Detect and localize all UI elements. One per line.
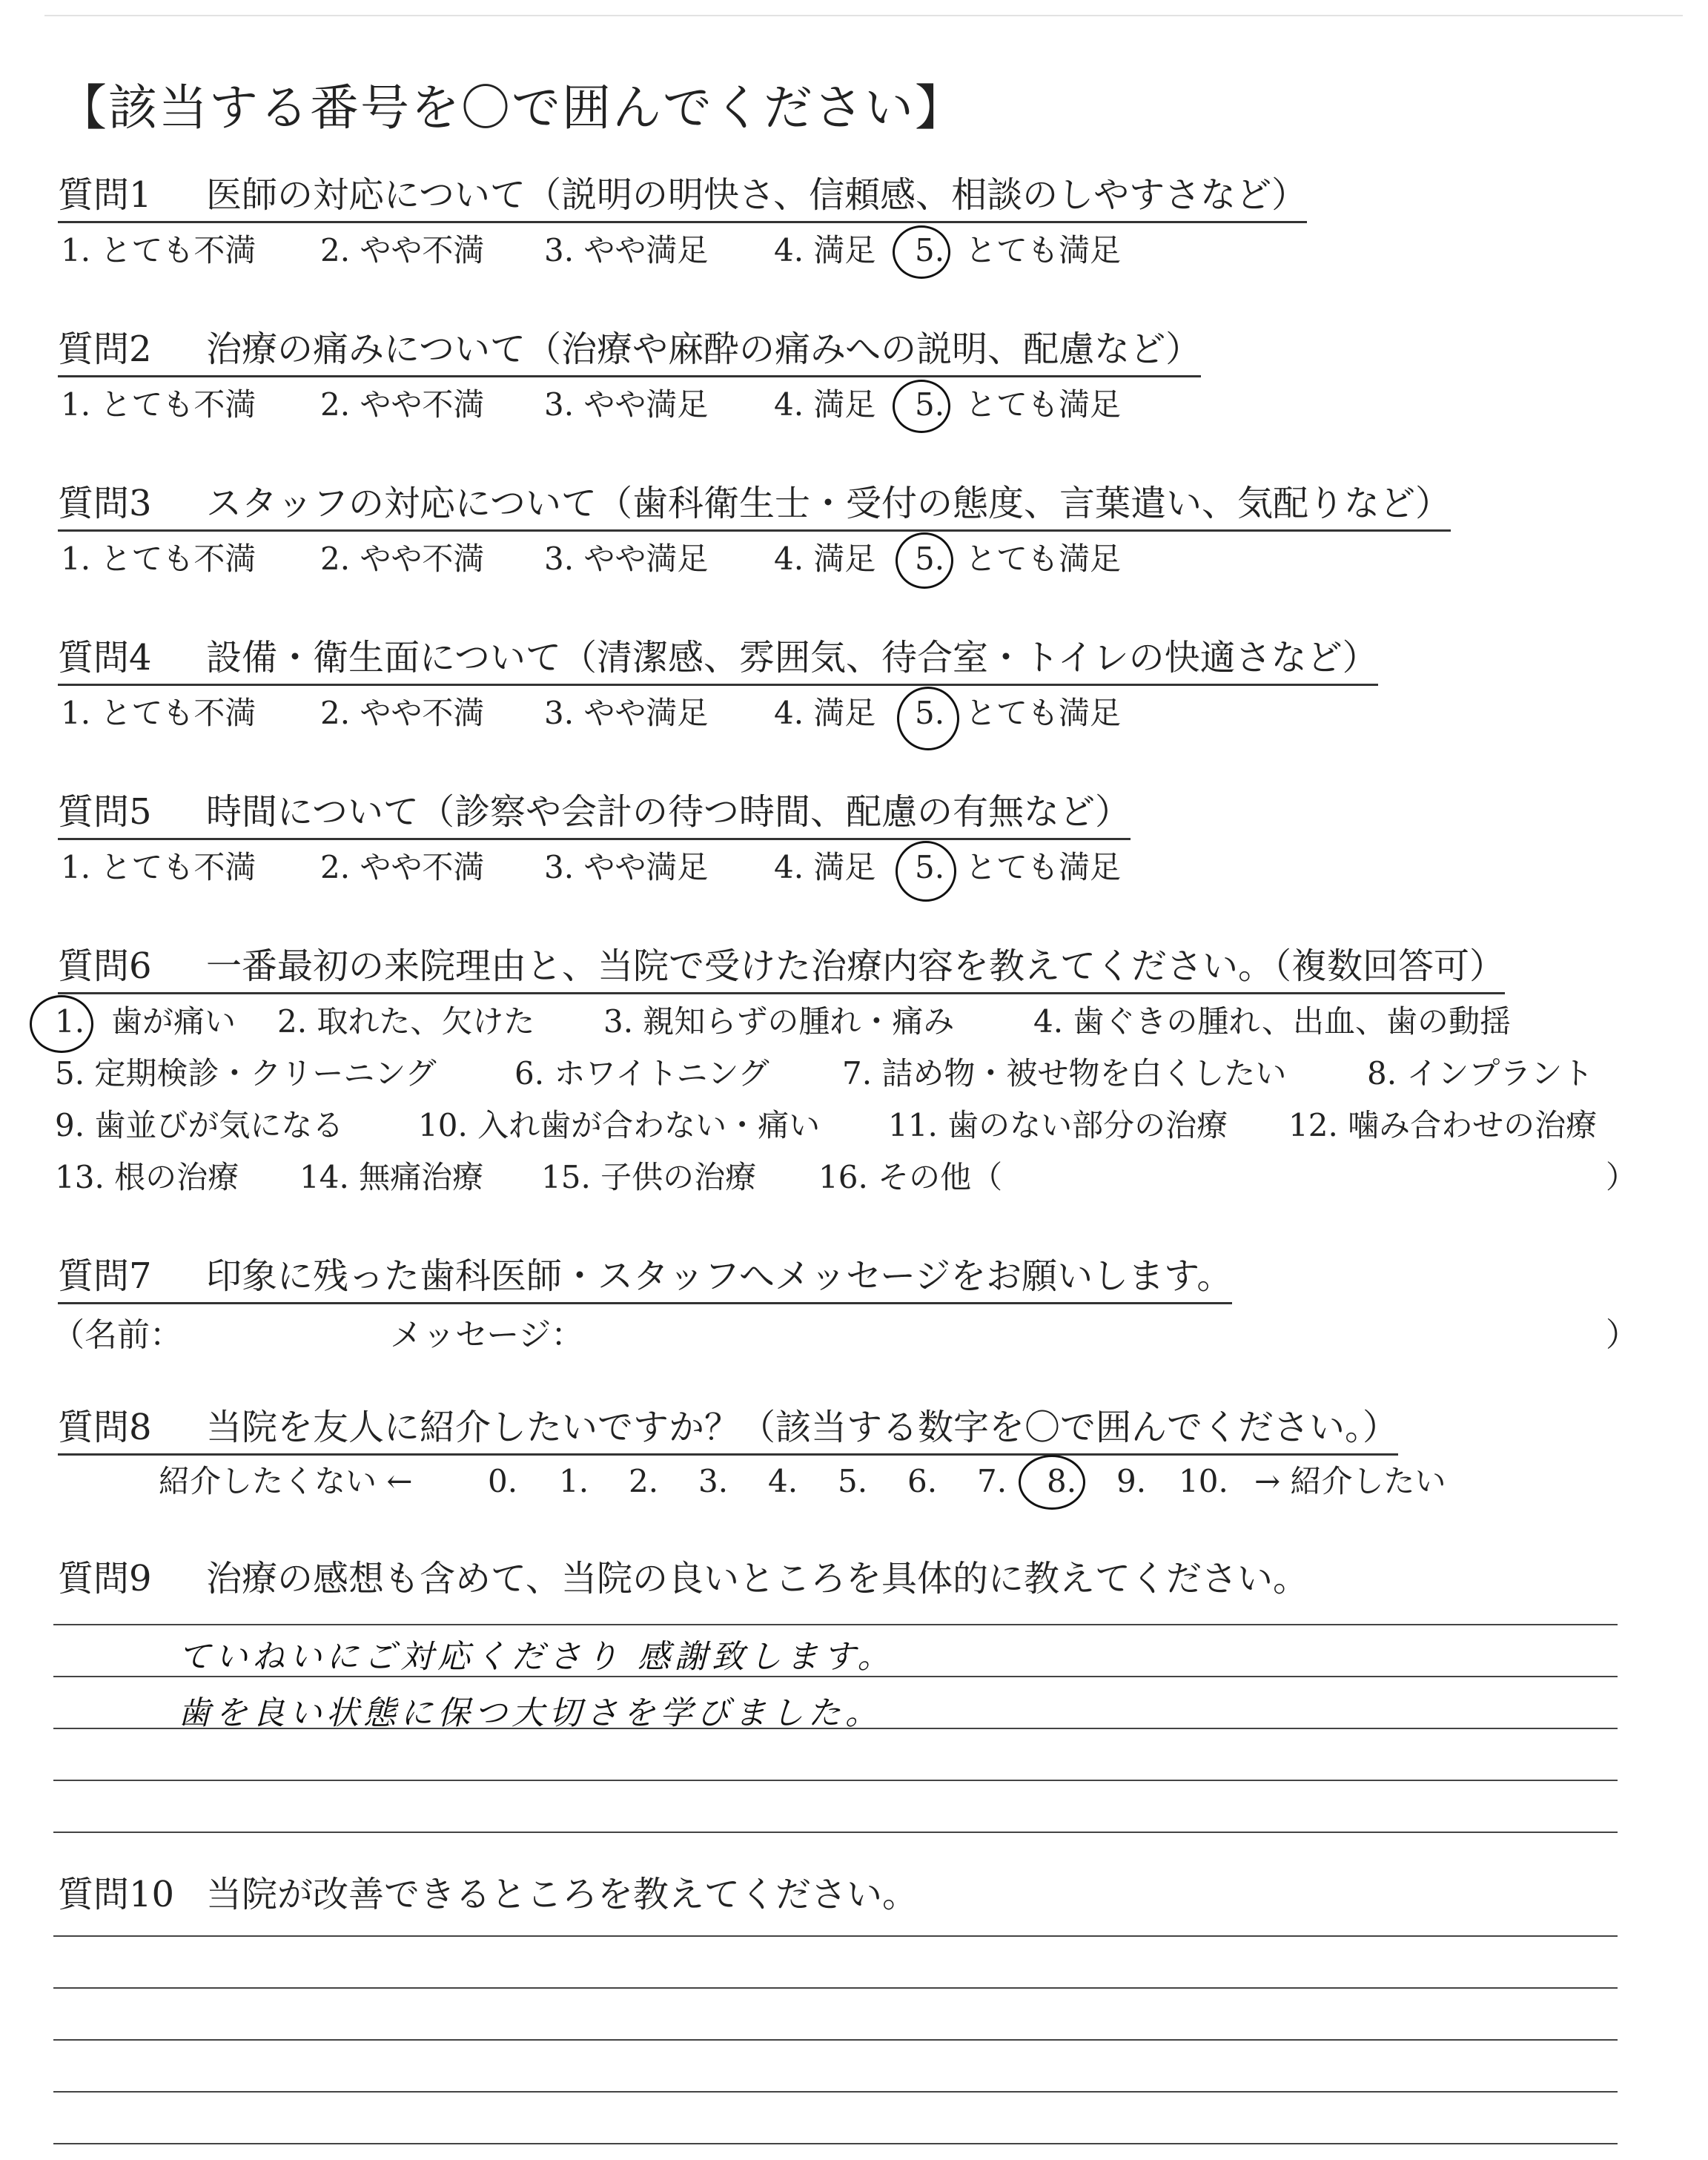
q8-option-5[interactable]: 5. bbox=[838, 1463, 868, 1499]
question-1-text: 医師の対応について（説明の明快さ、信頼感、相談のしやすさなど） bbox=[206, 174, 1308, 216]
q6-option-1[interactable]: 1. bbox=[55, 1003, 85, 1040]
question-3-number: 質問3 bbox=[58, 483, 152, 524]
q2-option-3[interactable]: 3. やや満足 bbox=[544, 386, 709, 423]
q1-option-2[interactable]: 2. やや不満 bbox=[320, 232, 485, 268]
q5-option-2[interactable]: 2. やや不満 bbox=[320, 849, 485, 885]
q5-option-4[interactable]: 4. 満足 bbox=[774, 849, 876, 885]
question-7-number: 質問7 bbox=[58, 1255, 152, 1297]
q2-option-5[interactable]: 5. bbox=[915, 386, 945, 423]
q6-option-7[interactable]: 7. 詰め物・被せ物を白くしたい bbox=[842, 1055, 1287, 1091]
q5-option-3[interactable]: 3. やや満足 bbox=[544, 849, 709, 885]
q8-option-7[interactable]: 7. bbox=[977, 1463, 1007, 1499]
q2-selected-circle bbox=[893, 380, 950, 433]
q4-option-5-label: とても満足 bbox=[965, 695, 1122, 731]
question-10-title bbox=[58, 1872, 918, 1920]
question-6-text: 一番最初の来院理由と、当院で受けた治療内容を教えてください。（複数回答可） bbox=[206, 945, 1506, 987]
top-border-line bbox=[44, 15, 1683, 16]
q9-handwritten-line-2: 歯を良い状態に保つ大切さを学びました。 bbox=[178, 1694, 882, 1732]
q1-option-1[interactable]: 1. とても不満 bbox=[61, 232, 256, 268]
q3-option-2[interactable]: 2. やや不満 bbox=[320, 541, 485, 577]
q6-option-11[interactable]: 11. 歯のない部分の治療 bbox=[888, 1107, 1228, 1143]
q6-option-16[interactable]: 16. その他（ bbox=[818, 1159, 1003, 1195]
q1-option-5[interactable]: 5. bbox=[915, 232, 945, 268]
q8-left-label: 紹介したくない ← bbox=[159, 1463, 413, 1499]
q8-right-label: → 紹介したい bbox=[1254, 1463, 1446, 1499]
question-8-text: 当院を友人に紹介したいですか？（該当する数字を〇で囲んでください。） bbox=[206, 1407, 1399, 1448]
q6-option-5[interactable]: 5. 定期検診・クリーニング bbox=[55, 1055, 437, 1091]
q3-selected-circle bbox=[896, 532, 953, 589]
q8-option-4[interactable]: 4. bbox=[768, 1463, 798, 1499]
q6-option-3[interactable]: 3. 親知らずの腫れ・痛み bbox=[603, 1003, 955, 1040]
q6-option-6[interactable]: 6. ホワイトニング bbox=[514, 1055, 769, 1091]
q6-selected-circle bbox=[30, 995, 93, 1053]
q1-option-4[interactable]: 4. 満足 bbox=[774, 232, 876, 268]
q4-option-3[interactable]: 3. やや満足 bbox=[544, 695, 709, 731]
q1-option-5-label: とても満足 bbox=[965, 232, 1122, 268]
q3-option-1[interactable]: 1. とても不満 bbox=[61, 541, 256, 577]
question-8-title bbox=[58, 1404, 1398, 1456]
q6-option-10[interactable]: 10. 入れ歯が合わない・痛い bbox=[418, 1107, 821, 1143]
q6-option-16-close: ） bbox=[1606, 1159, 1638, 1195]
q6-option-1-label: 歯が痛い bbox=[111, 1003, 236, 1040]
q2-option-2[interactable]: 2. やや不満 bbox=[320, 386, 485, 423]
q10-answer-line bbox=[53, 1987, 1618, 1989]
q5-option-5-label: とても満足 bbox=[965, 849, 1122, 885]
q3-option-5-label: とても満足 bbox=[965, 541, 1122, 577]
q6-option-14[interactable]: 14. 無痛治療 bbox=[299, 1159, 484, 1195]
q2-option-5-label: とても満足 bbox=[965, 386, 1122, 423]
question-10-number: 質問10 bbox=[58, 1874, 175, 1915]
question-5-text: 時間について（診察や会計の待つ時間、配慮の有無など） bbox=[206, 791, 1131, 833]
question-2-number: 質問2 bbox=[58, 328, 152, 370]
question-9-text: 治療の感想も含めて、当院の良いところを具体的に教えてください。 bbox=[206, 1558, 1309, 1599]
q3-option-4[interactable]: 4. 満足 bbox=[774, 541, 876, 577]
q6-option-4[interactable]: 4. 歯ぐきの腫れ、出血、歯の動揺 bbox=[1033, 1003, 1511, 1040]
q8-option-8[interactable]: 8. bbox=[1047, 1463, 1077, 1499]
question-7-text: 印象に残った歯科医師・スタッフへメッセージをお願いします。 bbox=[206, 1255, 1233, 1297]
q8-option-0[interactable]: 0. bbox=[488, 1463, 518, 1499]
q8-option-9[interactable]: 9. bbox=[1116, 1463, 1147, 1499]
question-4-title bbox=[58, 635, 1378, 686]
q10-answer-line bbox=[53, 1935, 1618, 1937]
q8-option-6[interactable]: 6. bbox=[907, 1463, 938, 1499]
q7-message-label: メッセージ： bbox=[390, 1316, 584, 1354]
question-5-number: 質問5 bbox=[58, 791, 152, 833]
q4-option-1[interactable]: 1. とても不満 bbox=[61, 695, 256, 731]
q9-answer-line bbox=[53, 1624, 1618, 1625]
q4-option-5[interactable]: 5. bbox=[915, 695, 945, 731]
q5-option-1[interactable]: 1. とても不満 bbox=[61, 849, 256, 885]
question-3-title bbox=[58, 480, 1451, 532]
question-2-text: 治療の痛みについて（治療や麻酔の痛みへの説明、配慮など） bbox=[206, 328, 1202, 370]
question-5-title bbox=[58, 789, 1131, 840]
q3-option-3[interactable]: 3. やや満足 bbox=[544, 541, 709, 577]
q6-option-15[interactable]: 15. 子供の治療 bbox=[541, 1159, 757, 1195]
q1-selected-circle bbox=[893, 225, 950, 279]
question-6-title bbox=[58, 943, 1505, 994]
q4-option-2[interactable]: 2. やや不満 bbox=[320, 695, 485, 731]
q6-option-13[interactable]: 13. 根の治療 bbox=[55, 1159, 239, 1195]
q9-handwritten-line-1: ていねいにご対応くださり 感謝致します。 bbox=[178, 1638, 895, 1676]
q6-option-2[interactable]: 2. 取れた、欠けた bbox=[277, 1003, 535, 1040]
q6-option-12[interactable]: 12. 噛み合わせの治療 bbox=[1288, 1107, 1598, 1143]
q4-option-4[interactable]: 4. 満足 bbox=[774, 695, 876, 731]
q5-selected-circle bbox=[896, 841, 956, 902]
question-9-title bbox=[58, 1556, 1308, 1605]
question-6-number: 質問6 bbox=[58, 945, 152, 987]
question-4-number: 質問4 bbox=[58, 637, 152, 678]
question-6-options bbox=[55, 1001, 1638, 1223]
q10-answer-line bbox=[53, 2143, 1618, 2144]
question-7-title bbox=[58, 1253, 1232, 1304]
question-3-text: スタッフの対応について（歯科衛生士・受付の態度、言葉遣い、気配りなど） bbox=[206, 483, 1452, 524]
q7-name-label: （名前： bbox=[52, 1316, 182, 1354]
question-9-number: 質問9 bbox=[58, 1558, 152, 1599]
q8-option-10[interactable]: 10. bbox=[1179, 1463, 1228, 1499]
q8-option-3[interactable]: 3. bbox=[698, 1463, 729, 1499]
q8-option-2[interactable]: 2. bbox=[629, 1463, 659, 1499]
q9-answer-line bbox=[53, 1832, 1618, 1833]
question-4-text: 設備・衛生面について（清潔感、雰囲気、待合室・トイレの快適さなど） bbox=[206, 637, 1378, 678]
q5-option-5[interactable]: 5. bbox=[915, 849, 945, 885]
q6-option-8[interactable]: 8. インプラント bbox=[1367, 1055, 1594, 1091]
q1-option-3[interactable]: 3. やや満足 bbox=[544, 232, 709, 268]
question-10-text: 当院が改善できるところを教えてください。 bbox=[206, 1874, 918, 1915]
q3-option-5[interactable]: 5. bbox=[915, 541, 945, 577]
q9-answer-line bbox=[53, 1780, 1618, 1781]
q10-answer-line bbox=[53, 2039, 1618, 2041]
q2-option-1[interactable]: 1. とても不満 bbox=[61, 386, 256, 423]
q10-answer-line bbox=[53, 2091, 1618, 2093]
q8-option-1[interactable]: 1. bbox=[559, 1463, 589, 1499]
q2-option-4[interactable]: 4. 満足 bbox=[774, 386, 876, 423]
form-header: 【該当する番号を〇で囲んでください】 bbox=[58, 79, 965, 136]
question-1-number: 質問1 bbox=[58, 174, 152, 216]
q6-option-9[interactable]: 9. 歯並びが気になる bbox=[55, 1107, 344, 1143]
question-2-title bbox=[58, 326, 1201, 377]
q8-scale bbox=[159, 1461, 1493, 1505]
q4-selected-circle bbox=[897, 687, 959, 750]
q8-selected-circle bbox=[1019, 1455, 1085, 1510]
question-1-title bbox=[58, 172, 1307, 223]
question-8-number: 質問8 bbox=[58, 1407, 152, 1448]
q7-close-paren: ） bbox=[1606, 1316, 1638, 1354]
